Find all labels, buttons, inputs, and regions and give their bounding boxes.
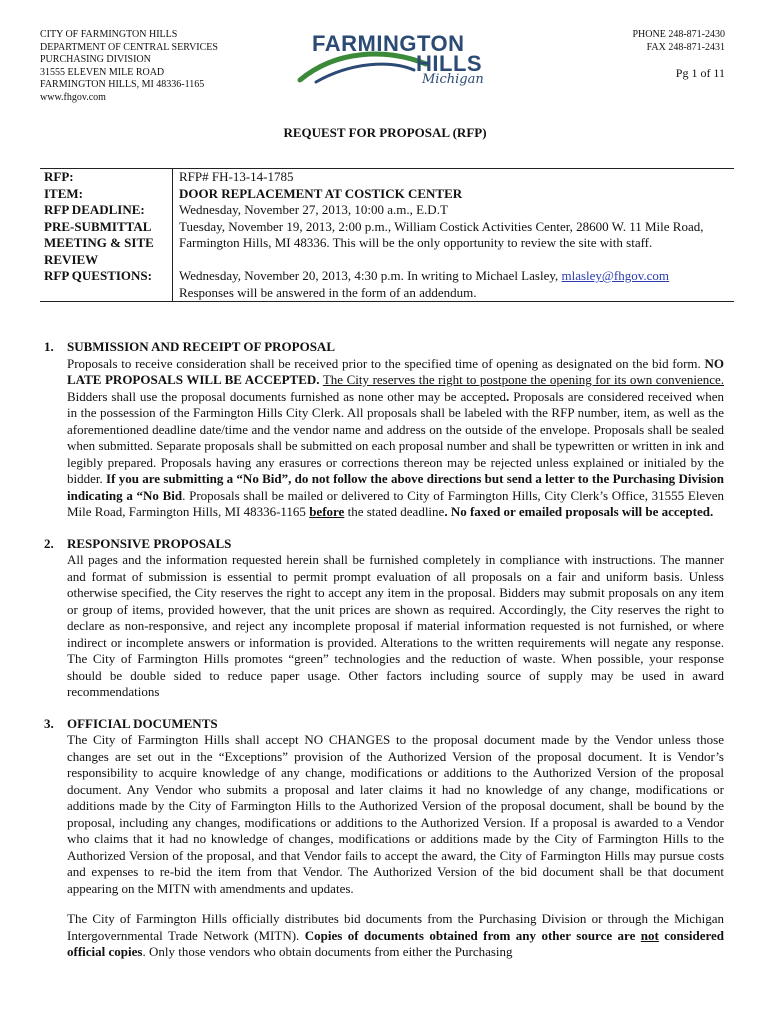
body-bold: considered official copies [67,927,724,959]
address-line: FARMINGTON HILLS, MI 48336-1165 [40,79,205,90]
logo-line-farmington: FARMINGTON [312,31,465,56]
website-line: www.fhgov.com [40,91,106,103]
info-row-item [40,186,734,203]
body-text: The City of Farmington Hills officially distributes bid documents from the Purchasing Division or through the Michigan Intergovernmental Trade Network (MITN). [67,911,724,943]
info-value: RFP# FH-13-14-1785 [179,169,294,184]
section-body [44,356,724,521]
address-line: 31555 ELEVEN MILE ROAD [40,66,165,78]
section-number: 3. [44,715,54,731]
body-underline: The City reserves the right to postpone the opening for its own convenience. [322,372,725,387]
paragraph: The City of Farmington Hills shall accept NO CHANGES to the proposal document made by the Vendor unless those changes are set out in the “Exceptions” provision of the Authorized Version of the proposal document. It is Vendor’s responsibility to acquire knowledge of any change, modifications or additions to the Authorized Version of the proposal document. Any Vendor who submits a proposal and later claims it had no knowledge of any change, modifications or additions made by the City of Farmington Hills to the Authorized Version of the proposal document, shall be bound by the proposal, including any changes, modifications or additions to the Authorized Version. If a proposal is awarded to a Vendor who claims that it had no knowledge of changes, modifications or additions made by the City of Farmington Hills to the Authorized Version of the proposal, and that Vendor fails to accept the award, the City of Farmington Hills may pursue costs and expenses to re-bid the item from that Vendor. The Authorized Version of the bid document shall be that document appearing on the MITN with amendments and updates. [67,732,724,896]
email-link[interactable]: mlasley@fhgov.com [561,268,670,283]
info-row-rfp [40,169,734,186]
body-text: Proposals are considered received when in the possession of the Farmington Hills City Clerk. All proposals shall be labeled with the RFP number, item, as well as the aforementioned deadline date/time and the vendor name and address on the outside of the envelope. Proposals shall be sealed when submitted. Separate proposals shall be submitted on each proposal number and shall be typewritten or written in ink and legibly prepared. Proposals having any erasures or corrections thereon may be rejected unless explained or initialed by the bidder. [67,388,725,486]
questions-note: Responses will be answered in the form of an addendum. [179,284,477,300]
body-bold: Copies of documents obtained from any other source are [304,927,641,943]
section-title: RESPONSIVE PROPOSALS [67,535,232,551]
address-line: PURCHASING DIVISION [40,54,151,65]
sections [44,339,724,976]
item-name: DOOR REPLACEMENT AT COSTICK CENTER [179,185,463,201]
body-text: Bidders shall use the proposal documents furnished as none other may be accepted [67,388,506,404]
section-heading [44,536,724,553]
section-heading [44,339,724,356]
info-value: Wednesday, November 27, 2013, 10:00 a.m., E.D.T [179,202,448,217]
rfp-info-table [40,168,734,302]
section-official-documents [44,716,724,961]
questions-text: Wednesday, November 20, 2013, 4:30 p.m. In writing to Michael Lasley, [179,268,562,283]
info-value: Tuesday, November 19, 2013, 2:00 p.m., William Costick Activities Center, 28600 W. 11 Mile Road, Farmington Hills, MI 48336. This will be the only opportunity to review the site with staff. [179,218,704,250]
body-text: . Proposals shall be mailed or delivered to City of Farmington Hills, City Clerk’s Office, 31555 Eleven Mile Road, Farmington Hills, MI 48336-1165 [67,487,724,519]
section-number: 1. [44,339,54,354]
page-indicator: Pg 1 of 11 [675,66,725,80]
info-row-deadline [40,202,734,219]
logo-line-michigan: Michigan [422,72,484,87]
contact-block [633,29,726,54]
section-number: 2. [44,535,54,551]
body-text: . Only those vendors who obtain documents from either the Purchasing [142,944,513,959]
body-text: the stated deadline [344,504,445,519]
section-title: SUBMISSION AND RECEIPT OF PROPOSAL [67,339,335,354]
section-submission [44,339,724,521]
section-responsive [44,536,724,701]
info-label: RFP DEADLINE: [40,202,173,219]
info-value [173,186,734,203]
body-bold: . No faxed or emailed proposals will be accepted. [444,504,714,519]
document-title: REQUEST FOR PROPOSAL (RFP) [283,125,487,140]
section-title: OFFICIAL DOCUMENTS [67,715,218,731]
section-body: All pages and the information requested herein shall be furnished completely in compliance with instructions. The manner and format of submission is essential to permit prompt evaluation of all proposals on a fair and uniform basis. Unless otherwise specified, the City reserves the right to accept any item in the proposal. Bidders may submit proposals on any item or group of items, provided however, that the unit prices are shown as required. Accordingly, the City reserves the right to declare as non-responsive, and reject any incomplete proposal if material information requested is not furnished, or where indirect or incomplete answers or information is provided. Alterations to the written requirements will negate any response. The City of Farmington Hills promotes “green” technologies and the reduction of waste. When possible, your response should be double sided to reduce paper usage. Other factors including source of supply may be used in award recommendations [67,552,724,699]
info-label: ITEM: [40,186,173,203]
body-bold-underline: not [640,927,659,943]
body-bold-underline: before [309,504,345,519]
department-address-block [40,29,218,104]
info-label: PRE-SUBMITTAL MEETING & SITE REVIEW [40,219,173,269]
address-line: DEPARTMENT OF CENTRAL SERVICES [40,41,218,53]
info-label: RFP QUESTIONS: [40,268,173,301]
section-heading [44,716,724,733]
info-label: RFP: [40,169,173,186]
body-bold: If you are submitting a “No Bid”, do not follow the above directions but send a letter to the Purchasing Division indicating a “No Bid [67,471,724,503]
body-bold: . [505,388,514,404]
info-row-questions [40,268,734,301]
info-value [173,268,734,301]
info-row-pre-submittal [40,219,734,269]
address-line: CITY OF FARMINGTON HILLS [40,29,178,40]
fax-number: FAX 248-871-2431 [646,41,725,53]
phone-number: PHONE 248-871-2430 [632,29,725,40]
body-bold: NO LATE PROPOSALS WILL BE ACCEPTED. [67,355,724,387]
logo-line-hills: HILLS [416,51,483,76]
body-text: Proposals to receive consideration shall be received prior to the specified time of opening as designated on the bid form. [67,355,705,371]
farmington-hills-logo [296,30,506,90]
paragraph [67,911,724,961]
section-body [44,732,724,961]
